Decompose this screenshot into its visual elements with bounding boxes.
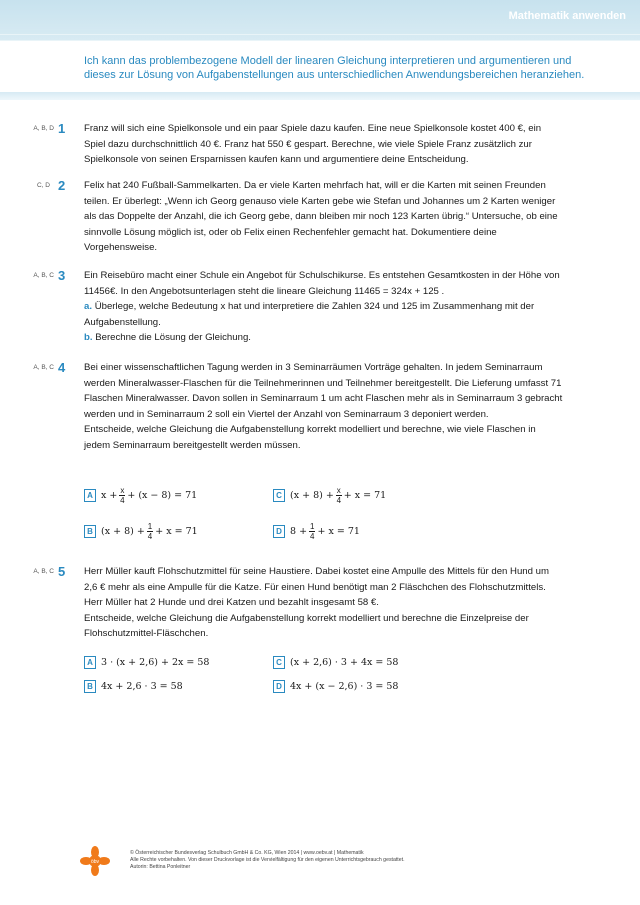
task-description: Herr Müller kauft Flohschutzmittel für seine Haustiere. Dabei kostet eine Ampulle des Mittels für den Hund um 2,6 € mehr als eine Ampulle für die Katze. Für einen Hund benötigt man 2 Fläschchen des Flohschutzmittels. Herr Müller hat 2 Hunde und drei Katzen und bezahlt insgesamt 58 €.: [84, 566, 549, 609]
option-letter: A: [84, 656, 96, 669]
task-text: Felix hat 240 Fußball-Sammelkarten. Da er viele Karten mehrfach hat, will er die Karten mit seinen Freunden teilen. Er überlegt: „Wenn ich Georg genauso viele Karten gebe wie Stefan und Johannes um 2 Karten weniger als das Doppelte der Anzahl, die ich Georg gebe, dann bleiben mir noch 123 Karten übrig.“ Untersuche, ob eine sinnvolle Lösung möglich ist, oder ob Felix einen Rechenfehler gemacht hat. Dokumentiere deine Vorgehensweise.: [84, 180, 558, 254]
option-a[interactable]: [84, 487, 197, 503]
option-b[interactable]: [84, 523, 198, 539]
option-b[interactable]: [84, 678, 183, 694]
option-letter: C: [273, 656, 285, 669]
fraction: $\frac{x}{4}$: [120, 485, 125, 505]
section-title: Mathematik anwenden: [508, 10, 626, 22]
equation-part: 8 +: [290, 525, 308, 537]
option-a[interactable]: [84, 654, 209, 670]
author-line: Autorin: Bettina Ponleitner: [130, 864, 191, 870]
option-letter: D: [273, 680, 285, 693]
competence-tags: A, B, D: [33, 125, 54, 132]
equation-part: + x = 71: [343, 489, 387, 501]
subtask-label: a.: [84, 301, 93, 313]
task-description: Bei einer wissenschaftlichen Tagung werden in 3 Seminarräumen Vorträge gehalten. In jedem Seminarraum werden Mineralwasser-Flaschen für die Teilnehmerinnen und Teilnehmer bereitgestellt. Die Lieferung umfasst 71 Flaschen Mineralwasser. Davon sollen in Seminarraum 1 um acht Flaschen mehr als in Seminarraum 3 gebracht werden und in Seminarraum 2 soll ein Viertel der Anzahl von Seminarraum 3 deponiert werden.: [84, 362, 563, 420]
task-number: 4: [58, 360, 66, 375]
task-text: Franz will sich eine Spielkonsole und ein paar Spiele dazu kaufen. Eine neue Spielkonsole kostet 400 €, ein Spiel dazu durchschnittlich 40 €. Franz hat 550 € gespart. Berechne, wie viele Spiele Franz zusätzlich zur Spielkonsole von seinen Ersparnissen kaufen kann und argumentiere deine Entscheidung.: [84, 123, 542, 166]
equation: 4x + 2,6 · 3 = 58: [101, 680, 183, 692]
task-instruction: Entscheide, welche Gleichung die Aufgabenstellung korrekt modelliert und berechne die Einzelpreise der Flohschutzmittel-Fläschchen.: [84, 612, 529, 640]
rights-line: Alle Rechte vorbehalten. Von dieser Druckvorlage ist die Vervielfältigung für den eigenen Unterrichtsgebrauch gestattet.: [130, 857, 405, 863]
option-letter: A: [84, 489, 96, 502]
subtask-text: Überlege, welche Bedeutung x hat und interpretiere die Zahlen 324 und 125 im Zusammenhang mit der Aufgabenstellung.: [84, 301, 535, 328]
equation-part: + x = 71: [317, 525, 360, 537]
fraction: $\frac{1}{4}$: [310, 521, 315, 541]
option-c[interactable]: [273, 654, 398, 670]
competence-tags: C, D: [37, 182, 50, 189]
task-intro: Ein Reisebüro macht einer Schule ein Angebot für Schulschikurse. Es entstehen Gesamtkosten in der Höhe von 11456€. In den Angebotsunterlagen steht die lineare Gleichung 11465 = 324x + 125 .: [84, 270, 560, 297]
publisher-logo: [80, 846, 110, 876]
option-d[interactable]: [273, 523, 360, 539]
subtask-text: Berechne die Lösung der Gleichung.: [95, 332, 251, 344]
subtask-label: b.: [84, 332, 93, 344]
option-d[interactable]: [273, 678, 398, 694]
subtask-a: [84, 299, 564, 330]
task-text: [84, 268, 564, 346]
competence-tags: A, B, C: [33, 364, 54, 371]
copyright-line: © Österreichischer Bundesverlag Schulbuch GmbH & Co. KG, Wien 2014 | www.oebv.at | Mathematik: [130, 850, 364, 856]
equation: 3 · (x + 2,6) + 2x = 58: [101, 656, 210, 668]
task-number: 2: [58, 178, 66, 193]
equation-part: + (x − 8) = 71: [127, 489, 198, 501]
equation-part: (x + 8) +: [290, 489, 334, 501]
equation-part: + x = 71: [155, 525, 198, 537]
option-letter: B: [84, 525, 96, 538]
option-letter: D: [273, 525, 285, 538]
equation-part: x +: [101, 489, 118, 501]
task-number: 3: [58, 268, 66, 283]
svg-text:öbv: öbv: [90, 859, 100, 865]
task-text: [84, 360, 564, 454]
option-letter: B: [84, 680, 96, 693]
option-letter: C: [273, 489, 285, 502]
intro-band: [0, 92, 640, 100]
learning-goal: Ich kann das problembezogene Modell der linearen Gleichung interpretieren und argumentieren und dieses zur Lösung von Aufgabenstellungen aus unterschiedlichen Anwendungsbereichen heranziehen.: [84, 55, 585, 81]
task-text: [84, 564, 564, 642]
equation-part: (x + 8) +: [101, 525, 145, 537]
equation: 4x + (x − 2,6) · 3 = 58: [290, 680, 399, 692]
competence-tags: A, B, C: [33, 568, 54, 575]
competence-tags: A, B, C: [33, 272, 54, 279]
task-number: 5: [58, 564, 66, 579]
fraction: $\frac{1}{4}$: [147, 521, 153, 541]
task-number: 1: [58, 121, 66, 136]
task-instruction: Entscheide, welche Gleichung die Aufgabenstellung korrekt modelliert und berechne, wie viele Flaschen in jedem Seminarraum bereitgestellt werden müssen.: [84, 424, 536, 451]
equation: (x + 2,6) · 3 + 4x = 58: [290, 656, 399, 668]
copyright-footer: [130, 850, 530, 871]
option-c[interactable]: [273, 487, 386, 503]
subtask-b: [84, 330, 564, 346]
fraction: $\frac{x}{4}$: [336, 485, 342, 505]
